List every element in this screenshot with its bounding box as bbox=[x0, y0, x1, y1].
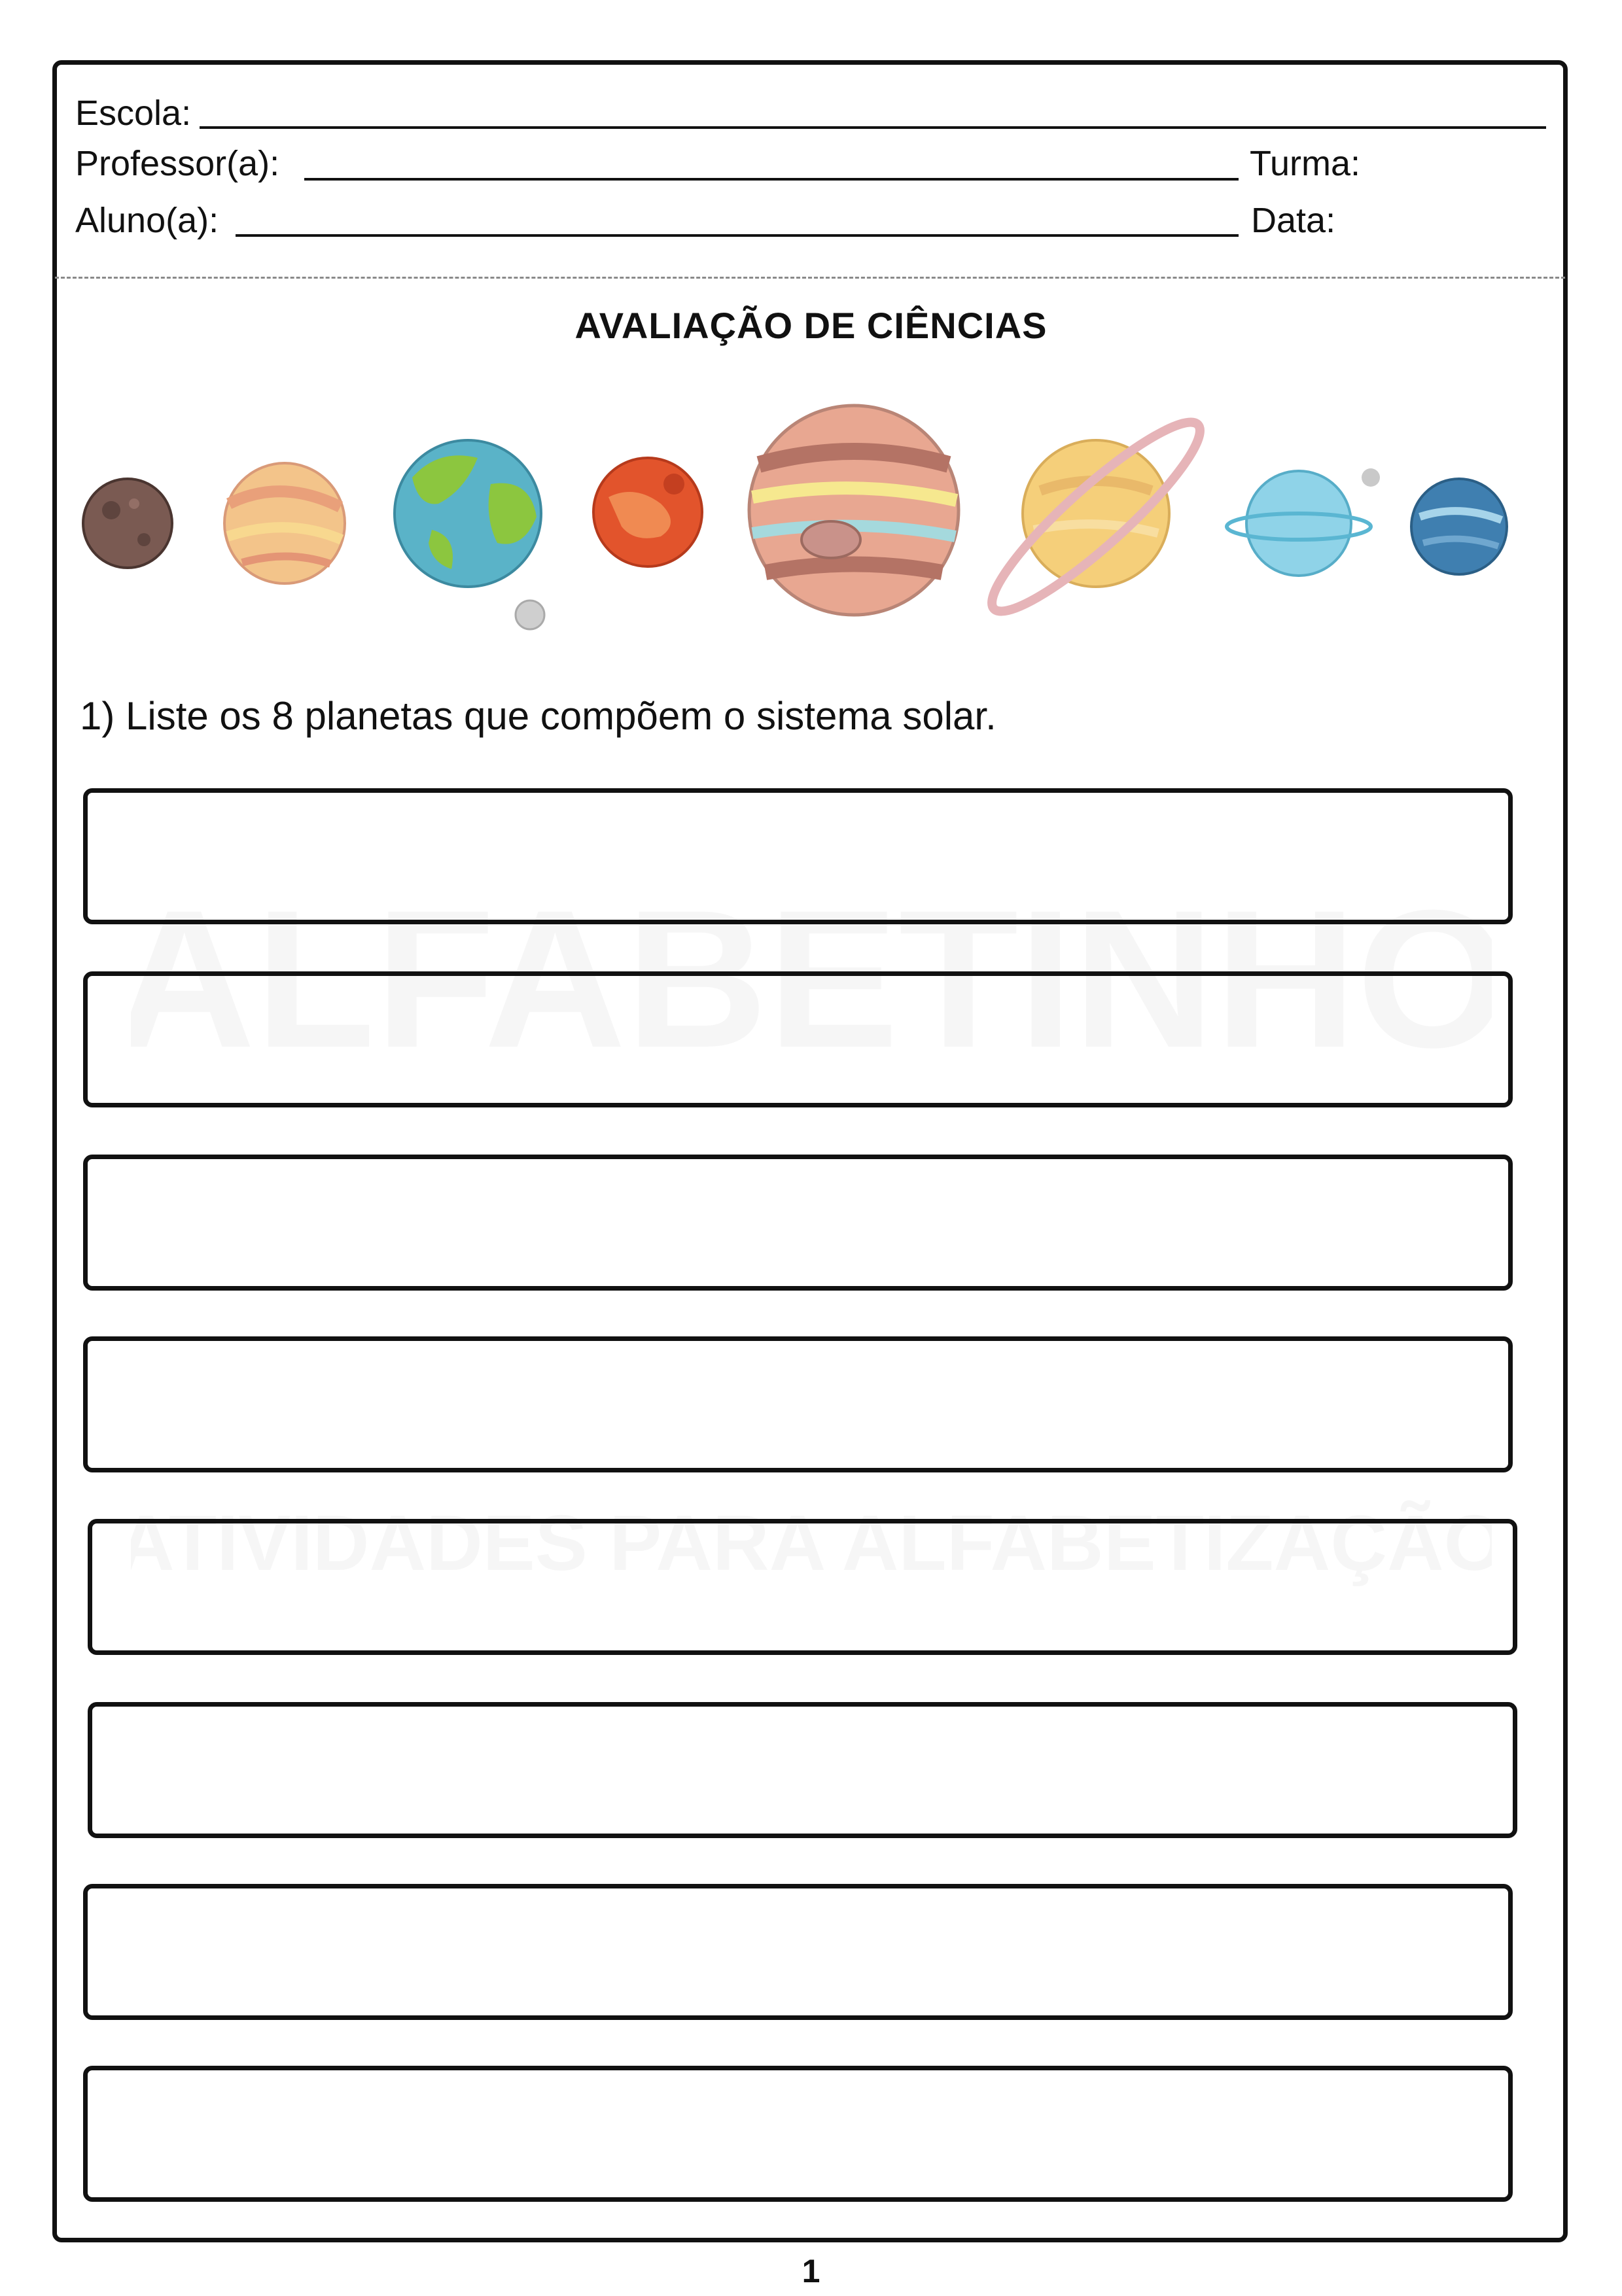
page-number: 1 bbox=[802, 2253, 820, 2289]
mars-icon bbox=[593, 458, 702, 566]
answer-box-4[interactable] bbox=[83, 1336, 1513, 1472]
mercury-icon bbox=[83, 479, 172, 568]
school-field[interactable] bbox=[200, 126, 1546, 129]
header-divider bbox=[55, 277, 1565, 279]
planets-illustration bbox=[72, 392, 1544, 641]
answer-box-2[interactable] bbox=[83, 971, 1513, 1107]
answer-box-3[interactable] bbox=[83, 1155, 1513, 1291]
class-label: Turma: bbox=[1250, 144, 1361, 183]
question-1: 1) Liste os 8 planetas que compõem o sistema solar. bbox=[80, 694, 996, 738]
answer-box-6[interactable] bbox=[88, 1702, 1517, 1838]
earth-icon bbox=[395, 440, 544, 629]
neptune-icon bbox=[1411, 479, 1507, 574]
school-label: Escola: bbox=[75, 94, 192, 133]
answer-box-7[interactable] bbox=[83, 1884, 1513, 2020]
answer-box-8[interactable] bbox=[83, 2066, 1513, 2202]
date-label: Data: bbox=[1251, 201, 1336, 240]
answer-box-1[interactable] bbox=[83, 788, 1513, 924]
saturn-icon bbox=[974, 403, 1218, 631]
page-title: AVALIAÇÃO DE CIÊNCIAS bbox=[574, 305, 1048, 346]
answer-box-5[interactable] bbox=[88, 1519, 1517, 1655]
jupiter-icon bbox=[749, 406, 959, 615]
teacher-field[interactable] bbox=[304, 178, 1239, 181]
venus-icon bbox=[224, 463, 345, 583]
student-field[interactable] bbox=[236, 234, 1239, 237]
student-label: Aluno(a): bbox=[75, 201, 219, 240]
teacher-label: Professor(a): bbox=[75, 144, 280, 183]
uranus-icon bbox=[1227, 468, 1380, 576]
